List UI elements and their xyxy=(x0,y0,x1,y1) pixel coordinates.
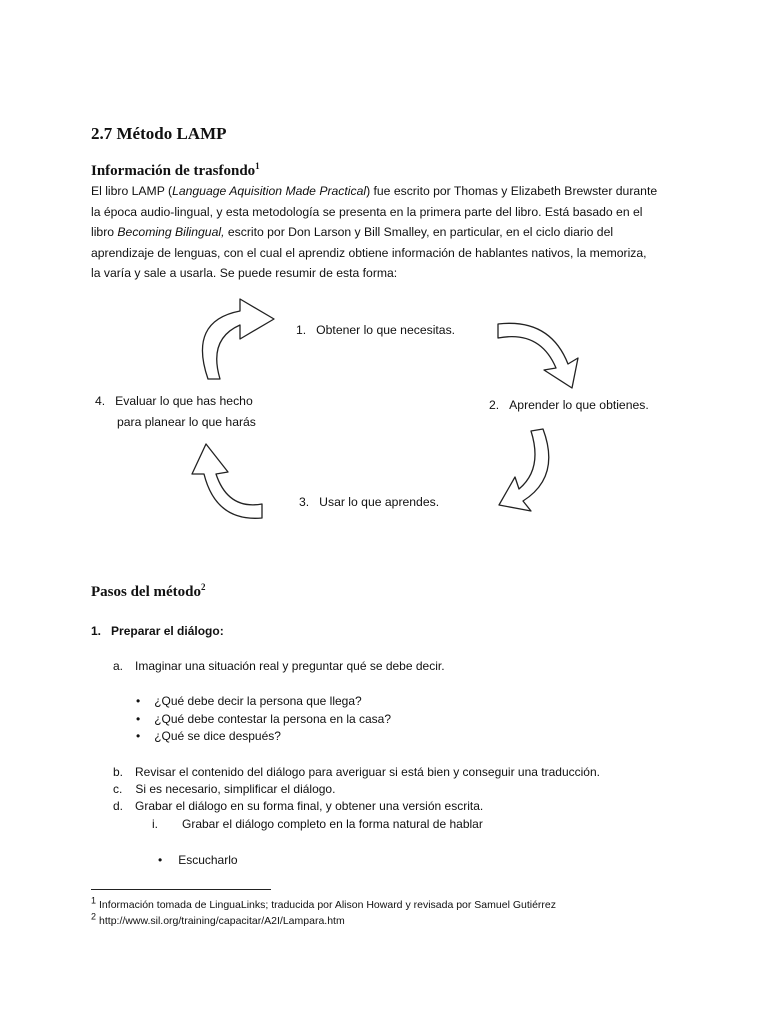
bullet-item: • ¿Qué se dice después? xyxy=(136,729,281,743)
cycle-step-2: 2. Aprender lo que obtienes. xyxy=(489,398,649,412)
cycle-step-4: 4. Evaluar lo que has hecho xyxy=(95,394,253,408)
section-title: 2.7 Método LAMP xyxy=(91,124,227,143)
background-paragraph xyxy=(91,181,691,284)
footnote-ref-1[interactable]: 1 xyxy=(255,161,260,171)
bullet-item: • Escucharlo xyxy=(158,853,238,867)
footnote-separator xyxy=(91,889,271,890)
bullet-item: • ¿Qué debe contestar la persona en la casa? xyxy=(136,712,392,726)
method-item-b: b. Revisar el contenido del diálogo para averiguar si está bien y conseguir una traducción. xyxy=(113,765,600,779)
cycle-step-4-cont: para planear lo que harás xyxy=(117,415,256,429)
background-heading: Información de trasfondo$^1$ xyxy=(91,161,260,179)
method-item-d: d. Grabar el diálogo en su forma final, y obtener una versión escrita. xyxy=(113,799,484,813)
cycle-step-1: 1. Obtener lo que necesitas. xyxy=(296,323,456,337)
paragraph-line: El libro LAMP (Language Aquisition Made Practical) fue escrito por Thomas y Elizabeth Brewster durante xyxy=(91,184,658,198)
paragraph-line: libro Becoming Bilingual, escrito por Don Larson y Bill Smalley, en particular, en el ciclo diario del xyxy=(91,225,614,240)
method-heading: Pasos del método$^2$ xyxy=(91,582,206,600)
footnote-ref-2[interactable]: 2 xyxy=(201,582,206,592)
footnote-1: $^1$ Información tomada de LinguaLinks; traducida por Alison Howard y revisada por Samuel Gutiérrez xyxy=(91,895,557,911)
paragraph-line: aprendizaje de lenguas, con el cual el aprendiz obtiene información de hablantes nativos, la memoriza, xyxy=(91,245,647,260)
method-step-1: 1. Preparar el diálogo: xyxy=(91,624,224,638)
paragraph-line: la varía y sale a usarla. Se puede resumir de esta forma: xyxy=(91,266,398,281)
method-item-a: a. Imaginar una situación real y preguntar qué se debe decir. xyxy=(113,659,445,673)
method-subitem-i: i. Grabar el diálogo completo en la forma natural de hablar xyxy=(152,817,483,831)
footnote-2: $^2$ http://www.sil.org/training/capacitar/A2I/Lampara.htm xyxy=(91,911,345,927)
curved-arrow-icon-bottom-left xyxy=(188,440,268,530)
curved-arrow-icon-top-left xyxy=(180,295,280,385)
paragraph-line: la época audio-lingual, y esta metodología se presenta en la primera parte del libro. Está basado en el xyxy=(91,204,643,219)
cycle-step-3: 3. Usar lo que aprendes. xyxy=(299,495,440,509)
curved-arrow-icon-bottom-right xyxy=(495,425,565,515)
curved-arrow-icon-top-right xyxy=(490,316,590,396)
bullet-item: • ¿Qué debe decir la persona que llega? xyxy=(136,694,362,708)
method-item-c: c. Si es necesario, simplificar el diálogo. xyxy=(113,782,336,796)
footnote-link[interactable]: http://www.sil.org/training/capacitar/A2I/Lampara.htm xyxy=(99,915,345,927)
